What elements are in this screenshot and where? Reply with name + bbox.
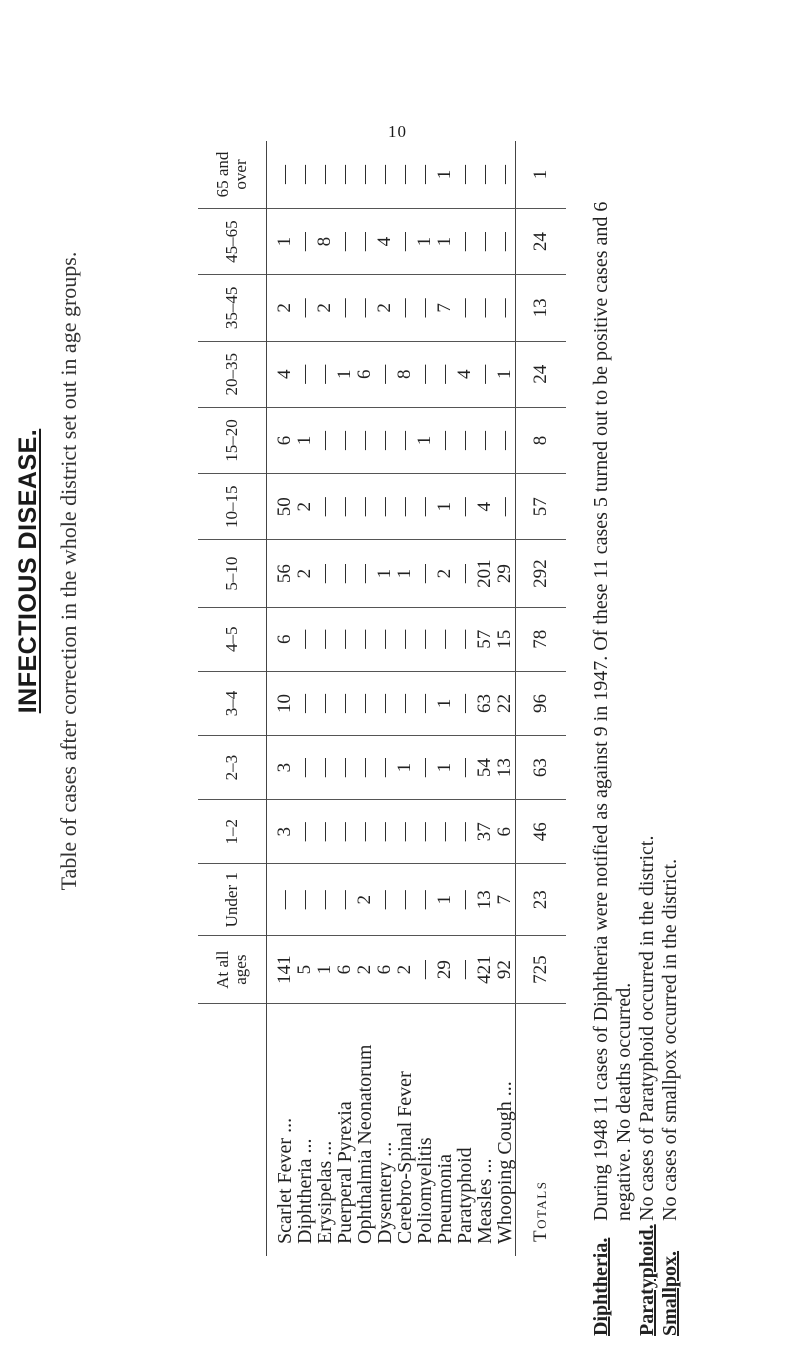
case-count-cell: — [295,864,315,936]
case-count-cell: — [375,141,395,208]
case-count-cell: 1 [315,936,335,1004]
case-count-cell: 57 [475,607,495,671]
case-count-cell: 2 [295,540,315,607]
totals-label: Totals [516,1004,567,1256]
case-count-cell: — [455,800,475,864]
case-count-cell: — [355,607,375,671]
case-count-cell: 29 [495,540,516,607]
disease-name: Puerperal Pyrexia [334,1101,356,1244]
case-count-cell: — [335,736,355,800]
table-row [495,141,516,1256]
total-count-cell: 8 [516,407,567,473]
case-count-cell: 5 [295,936,315,1004]
table-row [415,141,435,1256]
case-count-cell: 1 [435,671,455,735]
case-count-cell: 2 [315,275,335,341]
age-group-header: 5–10 [198,540,267,607]
total-count-cell: 13 [516,275,567,341]
case-count-cell: 2 [355,864,375,936]
case-count-cell: — [295,800,315,864]
case-count-cell: — [455,208,475,274]
age-group-header: 10–15 [198,474,267,540]
total-count-cell: 96 [516,671,567,735]
case-count-cell: 1 [395,736,415,800]
case-count-cell: — [375,671,395,735]
age-group-header: 1–2 [198,800,267,864]
age-group-header: 65 and over [198,141,267,208]
case-count-cell: — [415,800,435,864]
case-count-cell: — [455,607,475,671]
case-count-cell: — [415,341,435,407]
case-count-cell: — [355,208,375,274]
total-count-cell: 57 [516,474,567,540]
case-count-cell: — [455,407,475,473]
note-diphtheria [590,146,636,1336]
age-group-header: 15–20 [198,407,267,473]
disease-name: Paratyphoid [454,1147,476,1244]
case-count-cell: 6 [267,407,296,473]
case-count-cell: 63 [475,671,495,735]
case-count-cell: 2 [267,275,296,341]
table-caption: Table of cases after correction in the whole district set out in age groups. [56,251,81,891]
case-count-cell: — [415,141,435,208]
case-count-cell: — [415,474,435,540]
note-text: During 1948 11 cases of Diphtheria were notified as against 9 in 1947. Of these 11 cases 5 turned out to be positive cases and 6 negative. No deaths occurred. [590,201,635,1221]
case-count-cell: 7 [495,864,516,936]
case-count-cell: 3 [267,800,296,864]
total-count-cell: 63 [516,736,567,800]
case-count-cell: 1 [435,736,455,800]
case-count-cell: — [355,800,375,864]
case-count-cell: — [415,671,435,735]
case-count-cell: — [395,607,415,671]
case-count-cell: — [335,141,355,208]
case-count-cell: 6 [355,341,375,407]
disease-column-header [198,1004,267,1256]
case-count-cell: — [315,474,335,540]
case-count-cell: 2 [395,936,415,1004]
case-count-cell: — [375,474,395,540]
case-count-cell: — [435,341,455,407]
case-count-cell: 1 [335,341,355,407]
case-count-cell: — [475,141,495,208]
disease-name: Dysentery ... [374,1141,396,1244]
case-count-cell: — [335,474,355,540]
case-count-cell: 37 [475,800,495,864]
case-count-cell: 421 [475,936,495,1004]
case-count-cell: — [435,407,455,473]
case-count-cell: 4 [455,341,475,407]
case-count-cell: 50 [267,474,296,540]
case-count-cell: — [475,275,495,341]
case-count-cell: — [355,141,375,208]
case-count-cell: — [315,341,335,407]
case-count-cell: — [295,736,315,800]
disease-name: Whooping Cough ... [494,1081,516,1244]
case-count-cell: 4 [375,208,395,274]
page-title [14,421,43,721]
case-count-cell: — [295,275,315,341]
case-count-cell: — [495,141,516,208]
case-count-cell: 6 [267,607,296,671]
case-count-cell: — [375,407,395,473]
case-count-cell: — [375,341,395,407]
age-group-header: 20–35 [198,341,267,407]
case-count-cell: 2 [355,936,375,1004]
total-count-cell: 725 [516,936,567,1004]
case-count-cell: — [455,736,475,800]
case-count-cell: — [267,864,296,936]
note-label: Paratyphoid. [636,1224,658,1336]
case-count-cell: 8 [395,341,415,407]
case-count-cell: — [335,607,355,671]
case-count-cell: — [315,607,335,671]
case-count-cell: — [455,936,475,1004]
case-count-cell: — [355,407,375,473]
case-count-cell: — [435,607,455,671]
total-count-cell: 78 [516,607,567,671]
case-count-cell: 201 [475,540,495,607]
case-count-cell: 1 [495,341,516,407]
case-count-cell: 2 [295,474,315,540]
case-count-cell: 1 [415,208,435,274]
table-body [267,141,567,1256]
case-count-cell: 56 [267,540,296,607]
case-count-cell: 4 [475,474,495,540]
case-count-cell: — [415,607,435,671]
note-paratyphoid [636,146,659,1336]
disease-name: Poliomyelitis [414,1137,436,1244]
case-count-cell: — [315,800,335,864]
case-count-cell: 1 [267,208,296,274]
case-count-cell: — [395,864,415,936]
case-count-cell: 1 [435,141,455,208]
case-count-cell: 1 [435,864,455,936]
case-count-cell: 29 [435,936,455,1004]
case-count-cell: — [455,540,475,607]
case-count-cell: — [335,800,355,864]
header-row [198,141,267,1256]
case-count-cell: 6 [375,936,395,1004]
disease-name: Measles ... [474,1158,496,1244]
case-count-cell: — [295,671,315,735]
totals-row [516,141,567,1256]
case-count-cell: — [315,864,335,936]
case-count-cell: — [375,736,395,800]
case-count-cell: — [415,736,435,800]
case-count-cell: — [455,141,475,208]
table-row [375,141,395,1256]
case-count-cell: — [455,864,475,936]
case-count-cell: — [415,275,435,341]
age-group-header: 45–65 [198,208,267,274]
case-count-cell: 15 [495,607,516,671]
total-count-cell: 24 [516,208,567,274]
age-group-header: 3–4 [198,671,267,735]
case-count-cell: — [395,208,415,274]
case-count-cell: 92 [495,936,516,1004]
cases-by-age-table [198,141,566,1256]
case-count-cell: — [315,736,335,800]
case-count-cell: — [415,936,435,1004]
case-count-cell: — [295,208,315,274]
total-count-cell: 46 [516,800,567,864]
case-count-cell: 8 [315,208,335,274]
age-group-header: Under 1 [198,864,267,936]
disease-name: Cerebro-Spinal Fever [394,1071,416,1244]
case-count-cell: 22 [495,671,516,735]
case-count-cell: — [395,474,415,540]
case-count-cell: 7 [435,275,455,341]
table-row [455,141,475,1256]
case-count-cell: — [315,407,335,473]
page-title-text: INFECTIOUS DISEASE. [14,428,42,714]
notes-section [590,146,682,1336]
disease-name: Pneumonia [434,1154,456,1244]
table-row [475,141,495,1256]
case-count-cell: — [395,407,415,473]
case-count-cell: — [495,275,516,341]
case-count-cell: — [315,540,335,607]
case-count-cell: — [475,407,495,473]
note-text: No cases of Paratyphoid occurred in the district. [636,835,658,1221]
total-count-cell: 23 [516,864,567,936]
case-count-cell: — [335,864,355,936]
case-count-cell: — [315,671,335,735]
age-group-header: 35–45 [198,275,267,341]
case-count-cell: — [315,141,335,208]
table-row [295,141,315,1256]
case-count-cell: — [295,341,315,407]
case-count-cell: 13 [475,864,495,936]
case-count-cell: 2 [435,540,455,607]
case-count-cell: — [495,474,516,540]
case-count-cell: — [335,540,355,607]
table-row [435,141,455,1256]
case-count-cell: — [415,864,435,936]
case-count-cell: — [355,474,375,540]
case-count-cell: 1 [415,407,435,473]
case-count-cell: 10 [267,671,296,735]
case-count-cell: 2 [375,275,395,341]
case-count-cell: — [435,800,455,864]
case-count-cell: — [395,141,415,208]
table-row [395,141,415,1256]
age-group-header: 4–5 [198,607,267,671]
case-count-cell: — [335,208,355,274]
total-count-cell: 24 [516,341,567,407]
note-smallpox [659,146,682,1336]
total-count-cell: 1 [516,141,567,208]
case-count-cell: 6 [335,936,355,1004]
case-count-cell: — [495,407,516,473]
case-count-cell: 6 [495,800,516,864]
case-count-cell: 3 [267,736,296,800]
note-label: Smallpox. [659,1250,681,1336]
case-count-cell: — [415,540,435,607]
case-count-cell: — [355,540,375,607]
page-number: 10 [388,122,407,141]
case-count-cell: — [395,275,415,341]
disease-name: Erysipelas ... [314,1140,336,1244]
table-row [355,141,375,1256]
case-count-cell: 1 [435,474,455,540]
case-count-cell: — [455,474,475,540]
case-count-cell: — [475,208,495,274]
disease-name: Ophthalmia Neonatorum [354,1044,376,1244]
note-label: Diphtheria. [590,1237,612,1336]
case-count-cell: — [355,275,375,341]
case-count-cell: 1 [435,208,455,274]
case-count-cell: — [455,275,475,341]
case-count-cell: — [475,341,495,407]
disease-name: Diphtheria ... [294,1138,316,1244]
table-header [198,141,267,1256]
table-row [335,141,355,1256]
case-count-cell: 1 [295,407,315,473]
age-group-header: 2–3 [198,736,267,800]
case-count-cell: — [495,208,516,274]
case-count-cell: — [455,671,475,735]
case-count-cell: — [375,864,395,936]
case-count-cell: 4 [267,341,296,407]
case-count-cell: — [335,671,355,735]
case-count-cell: — [375,607,395,671]
age-group-header: At all ages [198,936,267,1004]
note-text: No cases of smallpox occurred in the district. [659,858,681,1221]
case-count-cell: 13 [495,736,516,800]
case-count-cell: — [355,671,375,735]
table-row [267,141,296,1256]
table-row [315,141,335,1256]
case-count-cell: 1 [395,540,415,607]
case-count-cell: — [335,407,355,473]
case-count-cell: 1 [375,540,395,607]
disease-name: Scarlet Fever ... [274,1117,296,1244]
case-count-cell: — [395,800,415,864]
case-count-cell: — [355,736,375,800]
total-count-cell: 292 [516,540,567,607]
case-count-cell: — [335,275,355,341]
rotated-page-content [0,141,800,1351]
case-count-cell: — [295,141,315,208]
case-count-cell: — [295,607,315,671]
case-count-cell: 141 [267,936,296,1004]
case-count-cell: — [267,141,296,208]
case-count-cell: — [395,671,415,735]
case-count-cell: — [375,800,395,864]
case-count-cell: 54 [475,736,495,800]
